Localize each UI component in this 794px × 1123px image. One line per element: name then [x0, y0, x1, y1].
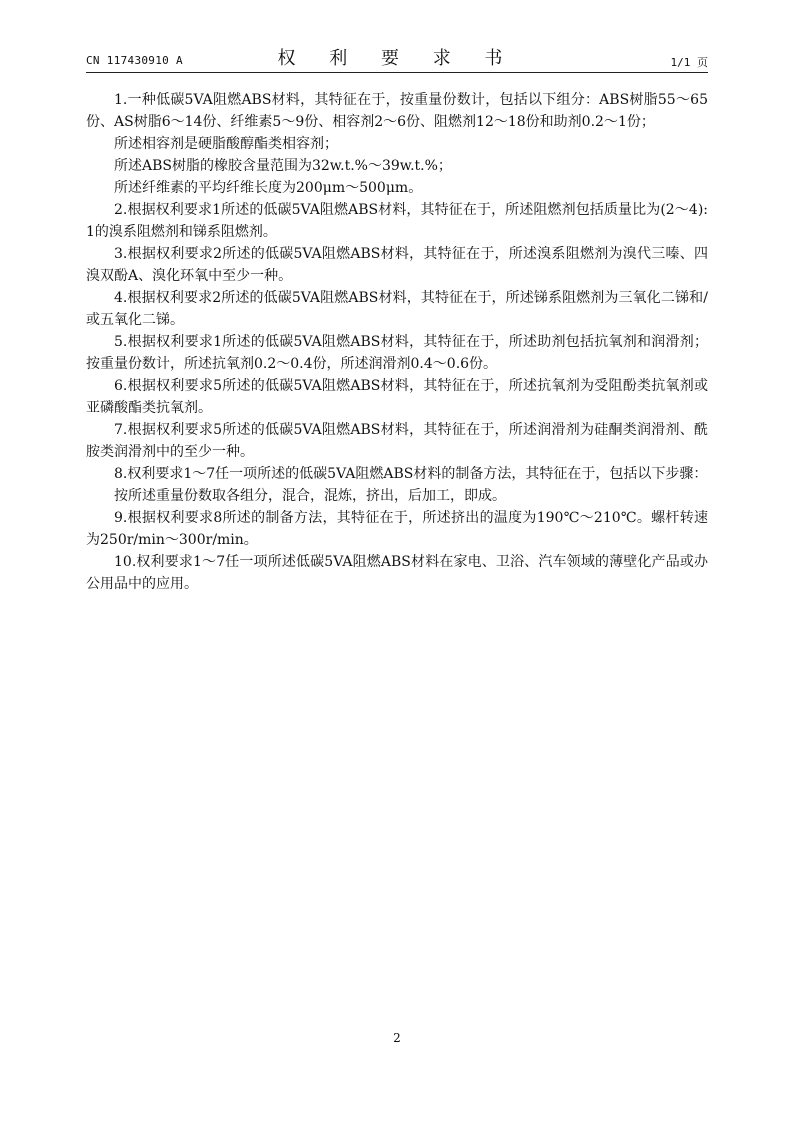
claims-body: [86, 89, 708, 595]
claim-1: 1.一种低碳5VA阻燃ABS材料，其特征在于，按重量份数计，包括以下组分：ABS树脂55～65份、AS树脂6～14份、纤维素5～9份、相容剂2～6份、阻燃剂12～18份和助剂0.2～1份；: [86, 92, 708, 130]
claim-7: 7.根据权利要求5所述的低碳5VA阻燃ABS材料，其特征在于，所述润滑剂为硅酮类润滑剂、酰胺类润滑剂中的至少一种。: [86, 422, 708, 460]
page-number: 2: [393, 1031, 401, 1045]
claim-8-steps: 按所述重量份数取各组分，混合，混炼，挤出，后加工，即成。: [114, 488, 506, 504]
claim-6: 6.根据权利要求5所述的低碳5VA阻燃ABS材料，其特征在于，所述抗氧剂为受阻酚类抗氧剂或亚磷酸酯类抗氧剂。: [86, 378, 708, 416]
claim-5: 5.根据权利要求1所述的低碳5VA阻燃ABS材料，其特征在于，所述助剂包括抗氧剂和润滑剂；按重量份数计，所述抗氧剂0.2～0.4份，所述润滑剂0.4～0.6份。: [86, 334, 708, 372]
claim-9: 9.根据权利要求8所述的制备方法，其特征在于，所述挤出的温度为190℃～210℃。螺杆转速为250r/min～300r/min。: [86, 510, 708, 548]
publication-number: CN 117430910 A: [86, 54, 183, 67]
claim-2: 2.根据权利要求1所述的低碳5VA阻燃ABS材料，其特征在于，所述阻燃剂包括质量比为(2～4):1的溴系阻燃剂和锑系阻燃剂。: [86, 202, 708, 240]
claim-1-fiber-length: 所述纤维素的平均纤维长度为200μm～500μm。: [114, 180, 423, 196]
header-rule: [86, 72, 708, 73]
claim-3: 3.根据权利要求2所述的低碳5VA阻燃ABS材料，其特征在于，所述溴系阻燃剂为溴代三嗪、四溴双酚A、溴化环氧中至少一种。: [86, 246, 708, 284]
claim-8: 8.权利要求1～7任一项所述的低碳5VA阻燃ABS材料的制备方法，其特征在于，包括以下步骤：: [114, 466, 708, 482]
claim-1-compatibilizer: 所述相容剂是硬脂酸醇酯类相容剂；: [114, 136, 338, 152]
document-title: 权 利 要 求 书: [277, 48, 517, 69]
claim-1-rubber-content: 所述ABS树脂的橡胶含量范围为32w.t.%～39w.t.%；: [114, 158, 452, 174]
claim-4: 4.根据权利要求2所述的低碳5VA阻燃ABS材料，其特征在于，所述锑系阻燃剂为三氧化二锑和/或五氧化二锑。: [86, 290, 708, 328]
claim-10: 10.权利要求1～7任一项所述低碳5VA阻燃ABS材料在家电、卫浴、汽车领域的薄壁化产品或办公用品中的应用。: [86, 554, 708, 592]
document-header: [86, 44, 708, 70]
page-info: 1/1 页: [670, 56, 708, 69]
